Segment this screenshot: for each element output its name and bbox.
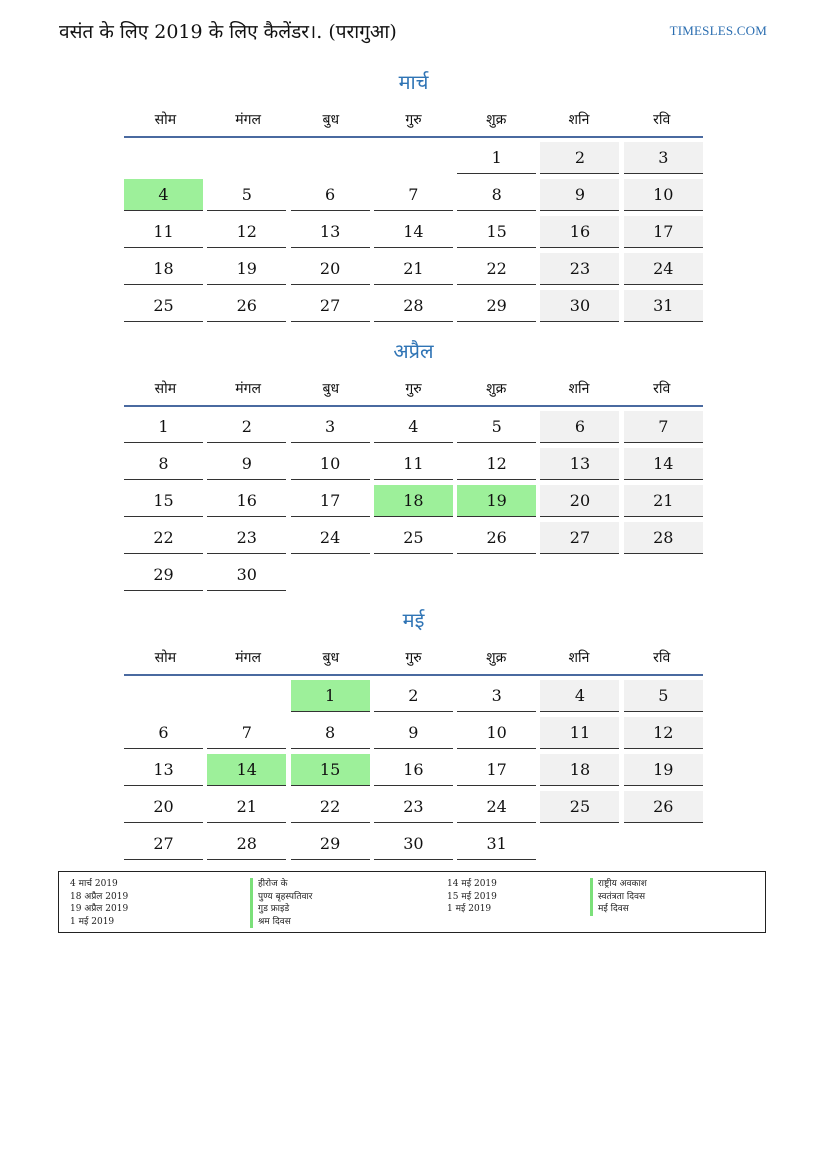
legend-holiday-name: गुड फ्राइडे bbox=[250, 903, 312, 916]
empty-day-cell bbox=[207, 142, 286, 173]
legend-holiday-name: पुण्य बृहस्पतिवार bbox=[250, 891, 312, 904]
day-cell: 10 bbox=[291, 448, 370, 480]
day-cell: 13 bbox=[291, 216, 370, 248]
day-cell: 5 bbox=[457, 411, 536, 443]
weekday-label: गुरु bbox=[405, 380, 422, 397]
day-cell: 7 bbox=[207, 717, 286, 749]
weekday-label: बुध bbox=[322, 649, 340, 666]
day-cell: 3 bbox=[291, 411, 370, 443]
day-cell: 19 bbox=[207, 253, 286, 285]
day-cell: 7 bbox=[374, 179, 453, 211]
day-cell: 15 bbox=[457, 216, 536, 248]
day-cell: 20 bbox=[291, 253, 370, 285]
legend-date: 1 मई 2019 bbox=[447, 904, 492, 914]
day-cell: 16 bbox=[374, 754, 453, 786]
site-link[interactable]: TIMESLES.COM bbox=[669, 23, 767, 38]
weekday-label: सोम bbox=[154, 649, 177, 666]
day-cell: 9 bbox=[207, 448, 286, 480]
weekend-day-cell: 13 bbox=[540, 448, 619, 480]
legend-names-left bbox=[250, 878, 312, 928]
legend-holiday-name: श्रम दिवस bbox=[250, 916, 312, 929]
day-cell: 1 bbox=[457, 142, 536, 174]
holiday-day-cell: 18 bbox=[374, 485, 453, 517]
day-cell: 11 bbox=[374, 448, 453, 480]
weekday-label: रवि bbox=[653, 380, 671, 397]
legend-names-right bbox=[590, 878, 647, 916]
month-april bbox=[124, 337, 703, 591]
day-cell: 17 bbox=[291, 485, 370, 517]
weekday-label: सोम bbox=[154, 380, 177, 397]
day-cell: 26 bbox=[457, 522, 536, 554]
weekend-day-cell: 14 bbox=[624, 448, 703, 480]
empty-day-cell bbox=[207, 680, 286, 711]
day-grid bbox=[124, 411, 703, 591]
legend-holiday-name: मई दिवस bbox=[590, 903, 647, 916]
weekend-day-cell: 7 bbox=[624, 411, 703, 443]
legend-date: 14 मई 2019 bbox=[447, 879, 497, 889]
legend-holiday-name: हीरोज के bbox=[250, 878, 312, 891]
weekend-day-cell: 18 bbox=[540, 754, 619, 786]
legend-date: 15 मई 2019 bbox=[447, 891, 497, 902]
day-cell: 11 bbox=[124, 216, 203, 248]
weekday-label: शनि bbox=[568, 111, 590, 128]
day-cell: 29 bbox=[124, 559, 203, 591]
day-cell: 8 bbox=[291, 717, 370, 749]
day-cell: 21 bbox=[374, 253, 453, 285]
weekend-day-cell: 28 bbox=[624, 522, 703, 554]
weekend-day-cell: 2 bbox=[540, 142, 619, 174]
holiday-day-cell: 4 bbox=[124, 179, 203, 211]
legend-date: 19 अप्रैल 2019 bbox=[70, 904, 129, 914]
weekday-label: शुक्र bbox=[486, 380, 507, 397]
weekday-label: मंगल bbox=[235, 380, 261, 397]
day-cell: 20 bbox=[124, 791, 203, 823]
day-cell: 21 bbox=[207, 791, 286, 823]
day-grid bbox=[124, 680, 703, 860]
weekend-day-cell: 31 bbox=[624, 290, 703, 322]
day-cell: 27 bbox=[291, 290, 370, 322]
header-divider bbox=[124, 405, 703, 407]
empty-day-cell bbox=[624, 828, 703, 859]
legend-date: 4 मार्च 2019 bbox=[70, 879, 118, 889]
weekend-day-cell: 19 bbox=[624, 754, 703, 786]
day-cell: 13 bbox=[124, 754, 203, 786]
weekday-header bbox=[124, 640, 703, 674]
weekday-label: सोम bbox=[154, 111, 177, 128]
day-cell: 31 bbox=[457, 828, 536, 860]
weekend-day-cell: 20 bbox=[540, 485, 619, 517]
weekend-day-cell: 21 bbox=[624, 485, 703, 517]
month-name: मई bbox=[402, 608, 425, 632]
day-cell: 2 bbox=[374, 680, 453, 712]
holiday-day-cell: 19 bbox=[457, 485, 536, 517]
empty-day-cell bbox=[291, 142, 370, 173]
day-cell: 30 bbox=[207, 559, 286, 591]
weekend-day-cell: 9 bbox=[540, 179, 619, 211]
weekend-day-cell: 3 bbox=[624, 142, 703, 174]
weekday-label: गुरु bbox=[405, 111, 422, 128]
day-cell: 14 bbox=[374, 216, 453, 248]
holiday-day-cell: 1 bbox=[291, 680, 370, 712]
day-cell: 27 bbox=[124, 828, 203, 860]
day-cell: 8 bbox=[124, 448, 203, 480]
day-cell: 23 bbox=[374, 791, 453, 823]
legend-dates-right bbox=[447, 878, 497, 916]
weekend-day-cell: 27 bbox=[540, 522, 619, 554]
weekday-label: रवि bbox=[653, 649, 671, 666]
weekday-header bbox=[124, 371, 703, 405]
day-cell: 26 bbox=[207, 290, 286, 322]
header-divider bbox=[124, 674, 703, 676]
day-cell: 18 bbox=[124, 253, 203, 285]
empty-day-cell bbox=[374, 142, 453, 173]
day-cell: 23 bbox=[207, 522, 286, 554]
weekday-label: शुक्र bbox=[486, 111, 507, 128]
weekend-day-cell: 4 bbox=[540, 680, 619, 712]
empty-day-cell bbox=[124, 142, 203, 173]
day-cell: 24 bbox=[291, 522, 370, 554]
day-cell: 24 bbox=[457, 791, 536, 823]
day-cell: 28 bbox=[374, 290, 453, 322]
day-cell: 1 bbox=[124, 411, 203, 443]
day-cell: 29 bbox=[291, 828, 370, 860]
weekday-label: बुध bbox=[322, 111, 340, 128]
weekend-day-cell: 11 bbox=[540, 717, 619, 749]
day-cell: 12 bbox=[207, 216, 286, 248]
weekday-label: गुरु bbox=[405, 649, 422, 666]
weekend-day-cell: 23 bbox=[540, 253, 619, 285]
weekday-label: शुक्र bbox=[486, 649, 507, 666]
day-cell: 25 bbox=[374, 522, 453, 554]
empty-day-cell bbox=[124, 680, 203, 711]
day-cell: 5 bbox=[207, 179, 286, 211]
day-cell: 17 bbox=[457, 754, 536, 786]
page-title: वसंत के लिए 2019 के लिए कैलेंडर।. (परागुआ) bbox=[59, 21, 397, 43]
weekend-day-cell: 12 bbox=[624, 717, 703, 749]
weekend-day-cell: 30 bbox=[540, 290, 619, 322]
weekend-day-cell: 10 bbox=[624, 179, 703, 211]
empty-day-cell bbox=[540, 828, 619, 859]
empty-day-cell bbox=[291, 559, 370, 590]
day-cell: 28 bbox=[207, 828, 286, 860]
header-divider bbox=[124, 136, 703, 138]
day-cell: 9 bbox=[374, 717, 453, 749]
weekend-day-cell: 24 bbox=[624, 253, 703, 285]
month-name: मार्च bbox=[398, 70, 429, 94]
day-grid bbox=[124, 142, 703, 322]
weekend-day-cell: 26 bbox=[624, 791, 703, 823]
legend-date: 18 अप्रैल 2019 bbox=[70, 891, 129, 902]
weekend-day-cell: 5 bbox=[624, 680, 703, 712]
day-cell: 10 bbox=[457, 717, 536, 749]
weekday-label: शनि bbox=[568, 649, 590, 666]
empty-day-cell bbox=[624, 559, 703, 590]
legend-date: 1 मई 2019 bbox=[70, 916, 115, 927]
day-cell: 15 bbox=[124, 485, 203, 517]
weekday-header bbox=[124, 102, 703, 136]
empty-day-cell bbox=[540, 559, 619, 590]
empty-day-cell bbox=[374, 559, 453, 590]
weekday-label: मंगल bbox=[235, 111, 261, 128]
holiday-day-cell: 15 bbox=[291, 754, 370, 786]
weekend-day-cell: 25 bbox=[540, 791, 619, 823]
holiday-day-cell: 14 bbox=[207, 754, 286, 786]
holiday-legend bbox=[58, 871, 766, 933]
day-cell: 12 bbox=[457, 448, 536, 480]
legend-holiday-name: स्वतंत्रता दिवस bbox=[590, 891, 647, 904]
legend-holiday-name: राष्ट्रीय अवकाश bbox=[590, 878, 647, 891]
weekend-day-cell: 17 bbox=[624, 216, 703, 248]
empty-day-cell bbox=[457, 559, 536, 590]
weekday-label: बुध bbox=[322, 380, 340, 397]
weekday-label: शनि bbox=[568, 380, 590, 397]
day-cell: 30 bbox=[374, 828, 453, 860]
day-cell: 22 bbox=[124, 522, 203, 554]
day-cell: 29 bbox=[457, 290, 536, 322]
day-cell: 3 bbox=[457, 680, 536, 712]
weekend-day-cell: 6 bbox=[540, 411, 619, 443]
weekday-label: रवि bbox=[653, 111, 671, 128]
day-cell: 16 bbox=[207, 485, 286, 517]
day-cell: 25 bbox=[124, 290, 203, 322]
weekday-label: मंगल bbox=[235, 649, 261, 666]
day-cell: 22 bbox=[457, 253, 536, 285]
day-cell: 2 bbox=[207, 411, 286, 443]
day-cell: 22 bbox=[291, 791, 370, 823]
day-cell: 8 bbox=[457, 179, 536, 211]
day-cell: 6 bbox=[124, 717, 203, 749]
month-march bbox=[124, 68, 703, 322]
legend-dates-left bbox=[70, 878, 128, 928]
day-cell: 4 bbox=[374, 411, 453, 443]
weekend-day-cell: 16 bbox=[540, 216, 619, 248]
month-may bbox=[124, 606, 703, 860]
day-cell: 6 bbox=[291, 179, 370, 211]
month-name: अप्रैल bbox=[393, 339, 434, 363]
